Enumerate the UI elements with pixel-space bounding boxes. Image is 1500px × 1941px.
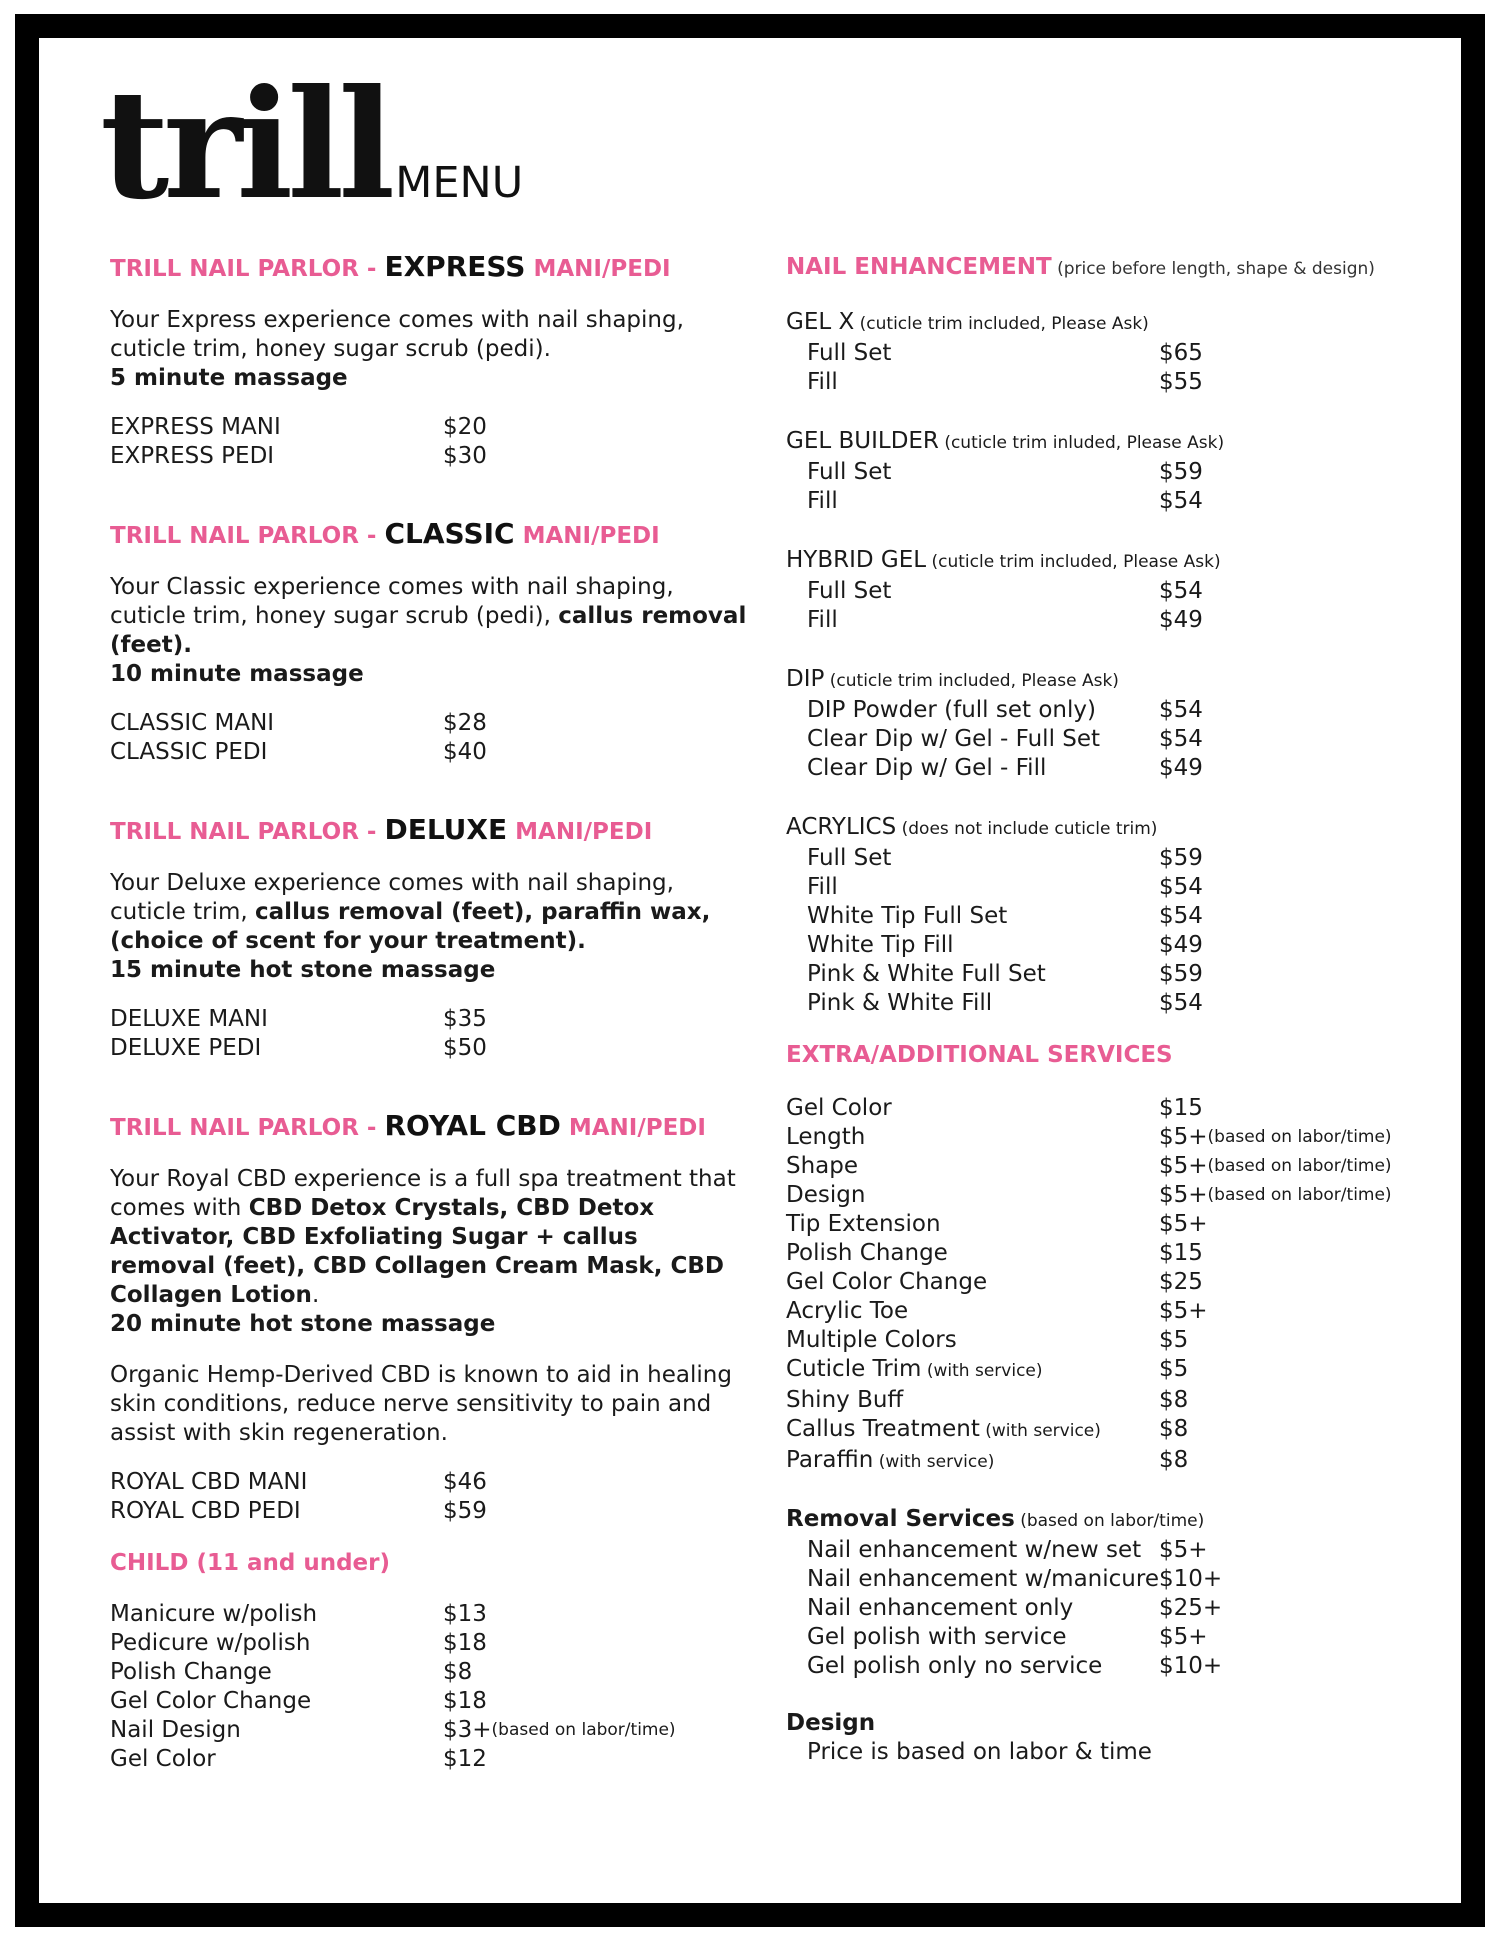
item-label: Cuticle Trim bbox=[786, 1356, 922, 1382]
item-label-note: (with service) bbox=[921, 1361, 1043, 1381]
group-title bbox=[786, 813, 1426, 844]
item-name bbox=[786, 1415, 1159, 1446]
price-row bbox=[786, 339, 1426, 368]
price-row bbox=[110, 1629, 750, 1658]
price-list bbox=[110, 1005, 750, 1063]
item-price: $54 bbox=[1159, 726, 1203, 752]
item-price: $59 bbox=[1159, 845, 1203, 871]
item-price: $50 bbox=[443, 1035, 487, 1061]
royal-cbd-section bbox=[110, 1109, 750, 1526]
section-description: Your Deluxe experience comes with nail shaping, cuticle trim, callus removal (feet), paraffin wax, (choice of scent for your treatment). 15 minute hot stone massage bbox=[110, 870, 711, 983]
price-list bbox=[110, 1600, 750, 1774]
item-label: Length bbox=[786, 1124, 866, 1150]
section-heading: TRILL NAIL PARLOR - ROYAL CBD MANI/PEDI bbox=[110, 1109, 706, 1142]
item-label: Gel Color bbox=[786, 1095, 892, 1121]
price-row bbox=[786, 1565, 1426, 1594]
price-row bbox=[786, 696, 1426, 725]
item-price: $49 bbox=[1159, 932, 1203, 958]
item-price: $15 bbox=[1159, 1240, 1203, 1266]
item-name bbox=[786, 1239, 1159, 1268]
price-row bbox=[786, 606, 1426, 635]
item-price: $59 bbox=[1159, 459, 1203, 485]
section-description: Your Express experience comes with nail shaping, cuticle trim, honey sugar scrub (pedi). 5 minute massage bbox=[110, 307, 684, 391]
item-label-note: (with service) bbox=[979, 1421, 1101, 1441]
group-title bbox=[786, 308, 1426, 339]
item-name bbox=[786, 1268, 1159, 1297]
price-list bbox=[110, 413, 750, 471]
list-item: Price is based on labor & time bbox=[807, 1739, 1152, 1765]
enhancement-group bbox=[786, 665, 1426, 783]
item-name bbox=[786, 1355, 1159, 1386]
item-name: EXPRESS PEDI bbox=[110, 443, 275, 469]
price-list bbox=[786, 1536, 1426, 1681]
item-name: Clear Dip w/ Gel - Fill bbox=[807, 755, 1047, 781]
item-price: $49 bbox=[1159, 607, 1203, 633]
price-row bbox=[110, 413, 750, 442]
item-price: $25 bbox=[1159, 1269, 1203, 1295]
item-name: ROYAL CBD PEDI bbox=[110, 1498, 301, 1524]
group-title bbox=[786, 546, 1426, 577]
massage-note: 15 minute hot stone massage bbox=[110, 957, 496, 983]
item-name: Full Set bbox=[807, 578, 892, 604]
section-description: Your Royal CBD experience is a full spa treatment that comes with CBD Detox Crystals, CBD Detox Activator, CBD Exfoliating Sugar + callus removal (feet), CBD Collagen Cream Mask, CBD Collagen Lotion. 20 minute hot stone massage bbox=[110, 1166, 736, 1337]
price-row bbox=[110, 709, 750, 738]
item-note: (based on labor/time) bbox=[1207, 1156, 1392, 1176]
item-price: $54 bbox=[1159, 903, 1203, 929]
section-heading: NAIL ENHANCEMENT (price before length, shape & design) bbox=[786, 254, 1375, 280]
item-price: $15 bbox=[1159, 1095, 1203, 1121]
item-price: $40 bbox=[443, 739, 487, 765]
item-name: DELUXE PEDI bbox=[110, 1035, 262, 1061]
item-price: $8 bbox=[1159, 1447, 1189, 1473]
item-price: $35 bbox=[443, 1006, 487, 1032]
item-label: Polish Change bbox=[786, 1240, 948, 1266]
item-name: Nail enhancement w/new set bbox=[807, 1537, 1142, 1563]
item-label: Paraffin bbox=[786, 1447, 874, 1473]
price-list bbox=[786, 1094, 1426, 1477]
item-label: Shape bbox=[786, 1153, 859, 1179]
price-row bbox=[110, 1005, 750, 1034]
item-name: Full Set bbox=[807, 459, 892, 485]
price-row bbox=[786, 368, 1426, 397]
price-list bbox=[110, 709, 750, 767]
item-name: Nail enhancement only bbox=[807, 1595, 1074, 1621]
price-row bbox=[110, 442, 750, 471]
group-name: GEL X bbox=[786, 309, 855, 335]
logo bbox=[100, 57, 524, 233]
item-price: $49 bbox=[1159, 755, 1203, 781]
item-name: CLASSIC PEDI bbox=[110, 739, 268, 765]
item-name bbox=[786, 1152, 1159, 1181]
item-name: Pink & White Full Set bbox=[807, 961, 1046, 987]
item-price: $54 bbox=[1159, 488, 1203, 514]
item-price: $5+ bbox=[1159, 1153, 1208, 1179]
enhancement-group bbox=[786, 308, 1426, 397]
item-price: $5+ bbox=[1159, 1298, 1208, 1324]
item-price: $59 bbox=[1159, 961, 1203, 987]
massage-note: 10 minute massage bbox=[110, 661, 364, 687]
child-section bbox=[110, 1546, 750, 1774]
price-row bbox=[110, 1745, 750, 1774]
item-price: $28 bbox=[443, 710, 487, 736]
item-name: Full Set bbox=[807, 845, 892, 871]
item-price: $5+ bbox=[1159, 1124, 1208, 1150]
item-label: Acrylic Toe bbox=[786, 1298, 909, 1324]
item-name: Nail enhancement w/manicure bbox=[807, 1566, 1159, 1592]
item-name: Gel Color bbox=[110, 1746, 216, 1772]
item-name bbox=[786, 1181, 1159, 1210]
item-name: White Tip Fill bbox=[807, 932, 954, 958]
logo-menu-label: MENU bbox=[395, 158, 524, 208]
item-name: Fill bbox=[807, 607, 838, 633]
price-row bbox=[110, 1600, 750, 1629]
section-heading: TRILL NAIL PARLOR - DELUXE MANI/PEDI bbox=[110, 813, 653, 846]
group-note: (cuticle trim included, Please Ask) bbox=[926, 552, 1221, 572]
item-name: DIP Powder (full set only) bbox=[807, 697, 1096, 723]
group-note: (cuticle trim included, Please Ask) bbox=[824, 671, 1119, 691]
item-name bbox=[786, 1326, 1159, 1355]
item-label-note: (with service) bbox=[873, 1452, 995, 1472]
price-row bbox=[786, 1446, 1426, 1477]
item-price: $5 bbox=[1159, 1327, 1189, 1353]
enhancement-group bbox=[786, 813, 1426, 1018]
item-price: $54 bbox=[1159, 874, 1203, 900]
price-row bbox=[786, 1623, 1426, 1652]
item-label: Multiple Colors bbox=[786, 1327, 957, 1353]
group-note: (cuticle trim inluded, Please Ask) bbox=[938, 433, 1225, 453]
item-name: Gel polish with service bbox=[807, 1624, 1067, 1650]
item-name: Fill bbox=[807, 874, 838, 900]
group-title bbox=[786, 665, 1426, 696]
item-name: Nail Design bbox=[110, 1717, 241, 1743]
price-row bbox=[110, 1497, 750, 1526]
item-name: EXPRESS MANI bbox=[110, 414, 281, 440]
price-row bbox=[786, 725, 1426, 754]
item-price: $46 bbox=[443, 1469, 487, 1495]
group-name: DIP bbox=[786, 666, 825, 692]
item-name: White Tip Full Set bbox=[807, 903, 1008, 929]
group-note: (cuticle trim included, Please Ask) bbox=[854, 314, 1149, 334]
item-price: $12 bbox=[443, 1746, 487, 1772]
left-column bbox=[110, 250, 750, 1774]
price-row bbox=[786, 487, 1426, 516]
price-row bbox=[786, 1415, 1426, 1446]
item-price: $18 bbox=[443, 1688, 487, 1714]
price-row bbox=[110, 1034, 750, 1063]
section-description: Your Classic experience comes with nail shaping, cuticle trim, honey sugar scrub (pedi), callus removal (feet). 10 minute massage bbox=[110, 574, 747, 687]
price-list bbox=[110, 1468, 750, 1526]
item-price: $18 bbox=[443, 1630, 487, 1656]
item-name: Full Set bbox=[807, 340, 892, 366]
item-price: $65 bbox=[1159, 340, 1203, 366]
item-name: DELUXE MANI bbox=[110, 1006, 268, 1032]
enhancement-group bbox=[786, 546, 1426, 635]
item-note: (based on labor/time) bbox=[1207, 1185, 1392, 1205]
item-name: Pink & White Fill bbox=[807, 990, 993, 1016]
item-price: $13 bbox=[443, 1601, 487, 1627]
group-title bbox=[786, 427, 1426, 458]
item-name: Fill bbox=[807, 369, 838, 395]
item-note: (based on labor/time) bbox=[491, 1720, 676, 1740]
price-row bbox=[110, 1687, 750, 1716]
item-price: $5+ bbox=[1159, 1182, 1208, 1208]
price-row bbox=[786, 1355, 1426, 1386]
price-row bbox=[110, 1658, 750, 1687]
price-row bbox=[786, 458, 1426, 487]
item-name: Clear Dip w/ Gel - Full Set bbox=[807, 726, 1101, 752]
item-price: $5+ bbox=[1159, 1624, 1208, 1650]
price-row bbox=[786, 1152, 1426, 1181]
right-column bbox=[786, 250, 1426, 1767]
price-row bbox=[786, 577, 1426, 606]
item-name: Pedicure w/polish bbox=[110, 1630, 311, 1656]
section-heading: Design bbox=[786, 1710, 876, 1736]
price-row bbox=[786, 1268, 1426, 1297]
removal-section bbox=[786, 1505, 1426, 1681]
price-row bbox=[786, 1181, 1426, 1210]
item-label: Design bbox=[786, 1182, 866, 1208]
enhancement-group bbox=[786, 427, 1426, 516]
price-row bbox=[786, 873, 1426, 902]
item-name: Manicure w/polish bbox=[110, 1601, 318, 1627]
item-price: $10+ bbox=[1159, 1653, 1223, 1679]
group-note: (does not include cuticle trim) bbox=[896, 819, 1158, 839]
item-name bbox=[786, 1446, 1159, 1477]
price-row bbox=[786, 1386, 1426, 1415]
section-heading: Removal Services (based on labor/time) bbox=[786, 1506, 1205, 1532]
enhancement-groups bbox=[786, 308, 1426, 1018]
logo-wordmark: trill bbox=[100, 57, 390, 233]
item-price: $54 bbox=[1159, 578, 1203, 604]
section-heading: EXTRA/ADDITIONAL SERVICES bbox=[786, 1042, 1173, 1068]
item-price: $54 bbox=[1159, 697, 1203, 723]
price-row bbox=[786, 902, 1426, 931]
item-name: ROYAL CBD MANI bbox=[110, 1469, 308, 1495]
deluxe-section bbox=[110, 813, 750, 1063]
section-heading: TRILL NAIL PARLOR - CLASSIC MANI/PEDI bbox=[110, 517, 660, 550]
item-price: $5 bbox=[1159, 1356, 1189, 1382]
item-price: $8 bbox=[1159, 1387, 1189, 1413]
item-name bbox=[786, 1297, 1159, 1326]
item-note: (based on labor/time) bbox=[1207, 1127, 1392, 1147]
price-row bbox=[786, 1326, 1426, 1355]
massage-note: 5 minute massage bbox=[110, 365, 348, 391]
item-name bbox=[786, 1210, 1159, 1239]
extra-services-section bbox=[786, 1038, 1426, 1477]
massage-note: 20 minute hot stone massage bbox=[110, 1311, 496, 1337]
item-label: Gel Color Change bbox=[786, 1269, 988, 1295]
group-name: ACRYLICS bbox=[786, 814, 897, 840]
price-row bbox=[110, 1716, 750, 1745]
express-section bbox=[110, 250, 750, 471]
item-label: Tip Extension bbox=[786, 1211, 941, 1237]
item-price: $3+ bbox=[443, 1717, 492, 1743]
item-label: Shiny Buff bbox=[786, 1387, 904, 1413]
nail-enhancement-section bbox=[786, 250, 1426, 1018]
price-row bbox=[786, 754, 1426, 783]
item-price: $25+ bbox=[1159, 1595, 1223, 1621]
classic-section bbox=[110, 517, 750, 767]
price-row bbox=[786, 1123, 1426, 1152]
design-section bbox=[786, 1709, 1426, 1767]
item-name: CLASSIC MANI bbox=[110, 710, 275, 736]
group-name: HYBRID GEL bbox=[786, 547, 927, 573]
group-name: GEL BUILDER bbox=[786, 428, 939, 454]
cbd-note: Organic Hemp-Derived CBD is known to aid in healing skin conditions, reduce nerve sensitivity to pain and assist with skin regeneration. bbox=[110, 1362, 732, 1446]
price-row bbox=[786, 844, 1426, 873]
section-heading: TRILL NAIL PARLOR - EXPRESS MANI/PEDI bbox=[110, 250, 671, 283]
item-name: Fill bbox=[807, 488, 838, 514]
price-row bbox=[786, 1652, 1426, 1681]
item-name bbox=[786, 1094, 1159, 1123]
price-row bbox=[786, 1239, 1426, 1268]
item-price: $55 bbox=[1159, 369, 1203, 395]
price-row bbox=[786, 1094, 1426, 1123]
price-row bbox=[786, 989, 1426, 1018]
item-price: $5+ bbox=[1159, 1537, 1208, 1563]
item-name: Gel polish only no service bbox=[807, 1653, 1103, 1679]
price-row bbox=[786, 1536, 1426, 1565]
item-name: Polish Change bbox=[110, 1659, 272, 1685]
item-name bbox=[786, 1123, 1159, 1152]
item-price: $5+ bbox=[1159, 1211, 1208, 1237]
item-price: $8 bbox=[1159, 1416, 1189, 1442]
item-price: $59 bbox=[443, 1498, 487, 1524]
price-row bbox=[786, 931, 1426, 960]
item-price: $54 bbox=[1159, 990, 1203, 1016]
price-row bbox=[786, 1210, 1426, 1239]
item-price: $10+ bbox=[1159, 1566, 1223, 1592]
item-price: $20 bbox=[443, 414, 487, 440]
price-row bbox=[110, 738, 750, 767]
item-name: Gel Color Change bbox=[110, 1688, 312, 1714]
price-row bbox=[110, 1468, 750, 1497]
item-price: $30 bbox=[443, 443, 487, 469]
item-price: $8 bbox=[443, 1659, 473, 1685]
item-label: Callus Treatment bbox=[786, 1416, 980, 1442]
item-name bbox=[786, 1386, 1159, 1415]
price-row bbox=[786, 1297, 1426, 1326]
price-row bbox=[786, 1594, 1426, 1623]
price-row bbox=[786, 960, 1426, 989]
section-heading: CHILD (11 and under) bbox=[110, 1550, 390, 1576]
